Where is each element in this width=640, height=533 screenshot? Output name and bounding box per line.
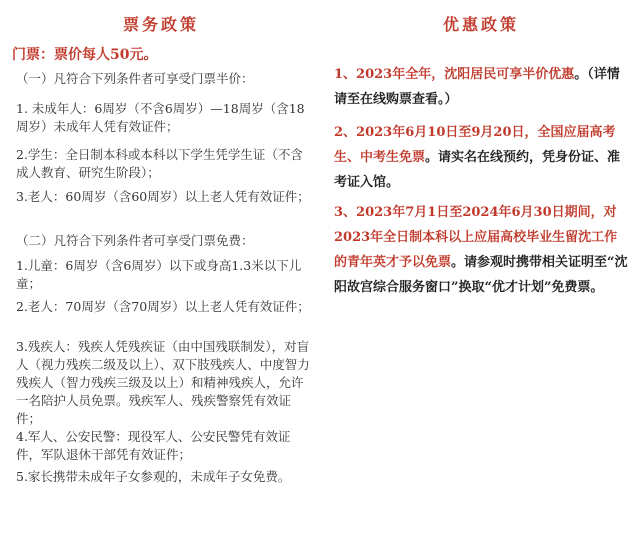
discount-item-1 [334,62,630,112]
half-price-heading: （一）凡符合下列条件者可享受门票半价： [16,71,254,86]
free-item-disabled: 3.残疾人：残疾人凭残疾证（由中国残联制发），对盲人（视力残疾二级及以上）、双下肢残疾人、中度智力残疾人（智力残疾三级及以上）和精神残疾人，允许一名陪护人员免票。残疾军人、残疾警察凭有效证件； [16,339,310,426]
discount-item-3-note: 。请参观时携带相关证明至“沈阳故宫综合服务窗口”换取“优才计划”免费票。 [334,255,628,295]
ticket-price: 门票：票价每人50元。 [12,47,158,63]
half-price-item-minors: 1. 未成年人：6周岁（不含6周岁）—18周岁（含18周岁）未成年人凭有效证件； [16,101,305,134]
discount-item-1-highlight: 1、2023年全年，沈阳居民可享半价优惠 [334,67,575,82]
free-item-children: 1.儿童：6周岁（含6周岁）以下或身高1.3米以下儿童； [16,258,302,291]
free-item-seniors: 2.老人：70周岁（含70周岁）以上老人凭有效证件； [16,299,310,314]
discount-item-3 [334,200,630,300]
discount-policy-title: 优惠政策 [442,15,519,34]
half-price-item-students: 2.学生：全日制本科或本科以下学生凭学生证（不含成人教育、研究生阶段）； [16,147,303,180]
half-price-item-seniors: 3.老人：60周岁（含60周岁）以上老人凭有效证件； [16,189,310,204]
free-item-military-police: 4.军人、公安民警：现役军人、公安民警凭有效证件，军队退休干部凭有效证件； [16,429,291,462]
free-heading: （二）凡符合下列条件者可享受门票免费： [16,233,254,248]
ticket-policy-title: 票务政策 [122,15,199,34]
discount-item-2-highlight: 2、2023年6月10日至9月20日，全国应届高考生、中考生免票 [334,125,616,165]
discount-item-3-highlight: 3、2023年7月1日至2024年6月30日期间，对2023年全日制本科以上应届高校毕业生留沈工作的青年英才予以免票 [334,205,618,270]
free-item-accompanied-minors: 5.家长携带未成年子女参观的，未成年子女免费。 [16,469,291,484]
discount-item-1-note: 。（详情请至在线购票查看。） [334,67,620,107]
discount-item-2 [334,120,630,195]
discount-item-2-note: 。请实名在线预约，凭身份证、准考证入馆。 [334,150,621,190]
